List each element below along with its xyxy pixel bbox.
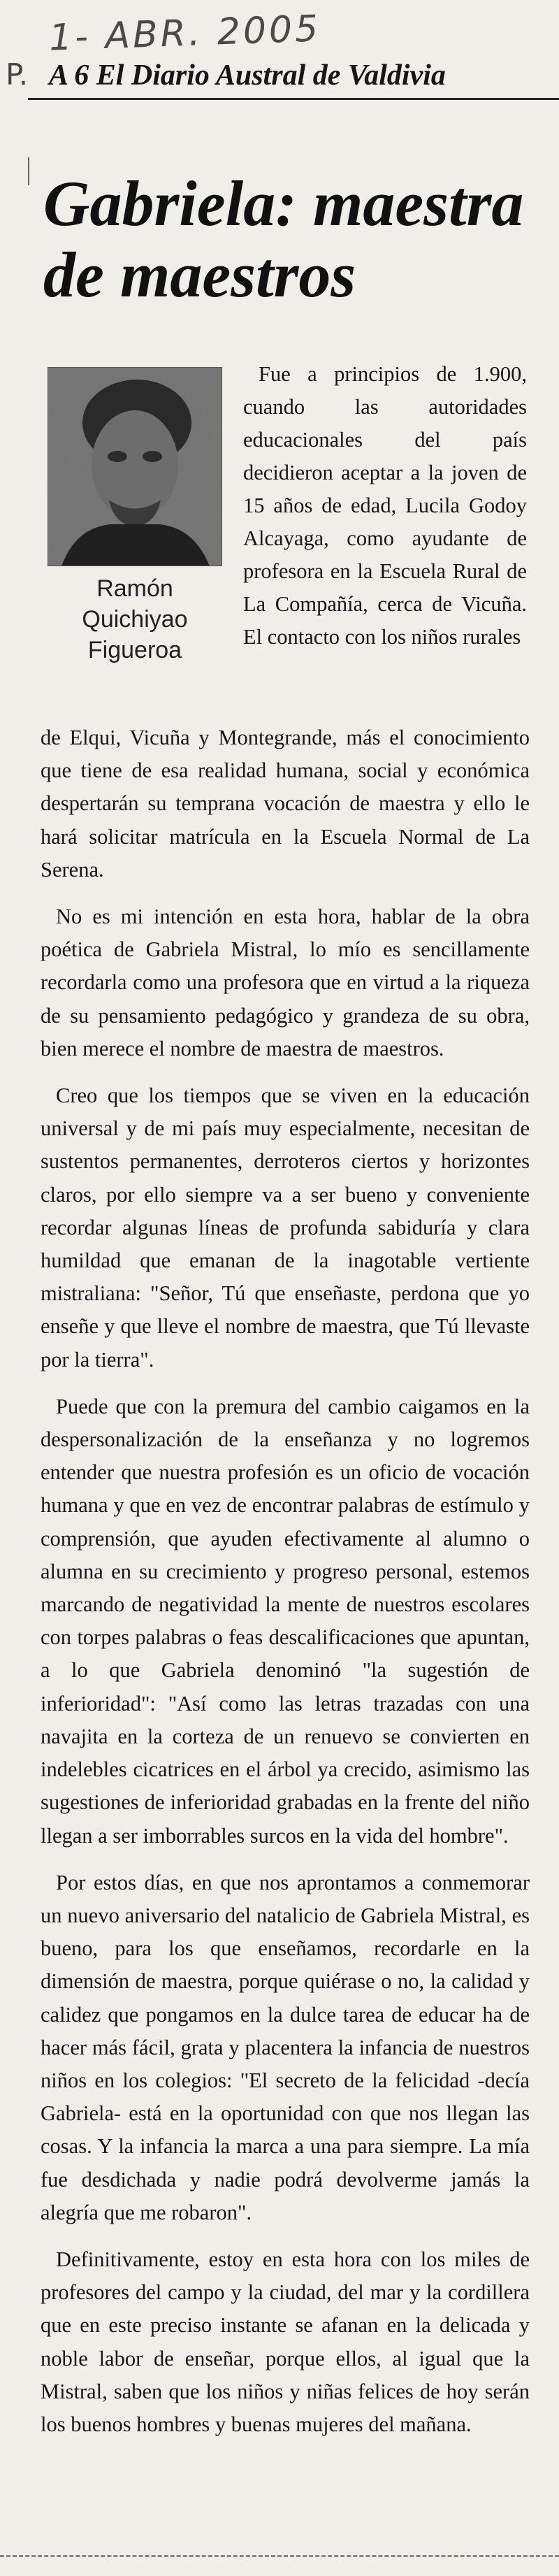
body-paragraph: Puede que con la premura del cambio caigamos en la despersonalización de la enseñanza y no logremos entender que nuestra profesión es un oficio de vocación humana y que en vez de encontrar palabras de estímulo y comprensión, que ayuden efectivamente al alumno o alumna en su crecimiento y progreso personal, estemos marcando de negatividad la mente de nuestros escolares con torpes palabras o feas descalificaciones que apuntan, a lo que Gabriela denominó "la sugestión de inferioridad": "Así como las letras trazadas con una navajita en la corteza de un renuevo se convierten en indelebles cicatrices en el árbol ya crecido, asimismo las sugestiones de inferioridad grabadas en la frente del niño llegan a ser imborrables surcos en la vida del hombre". xyxy=(41,1394,530,1848)
author-last-name-2: Figueroa xyxy=(87,637,182,663)
author-portrait xyxy=(48,367,222,566)
lead-continuation: de Elqui, Vicuña y Montegrande, más el conocimiento que tiene de esa realidad humana, social y económica despertarán su temprana vocación de maestra y ello le hará solicitar matrícula en la Escuela Normal de La Serena. xyxy=(41,726,530,882)
body-paragraph: Creo que los tiempos que se viven en la educación universal y de mi país muy especialmente, necesitan de sustentos permanentes, derroteros ciertos y horizontes claros, por ello siempre va a ser bueno y conveniente recordar algunas líneas de profunda sabiduría y clara humildad que emanan de la inagotable vertiente mistraliana: "Señor, Tú que enseñaste, perdona que yo enseñe y que lleve el nombre de maestra, que Tú llevaste por la tierra". xyxy=(41,1084,530,1372)
margin-mark xyxy=(28,157,29,185)
header-rule xyxy=(28,98,559,100)
author-caption xyxy=(48,573,222,665)
article-headline: Gabriela: maestra de maestros xyxy=(43,168,524,310)
bottom-cut-line xyxy=(0,2555,559,2557)
author-first-name: Ramón xyxy=(96,575,173,602)
lead-column xyxy=(243,358,527,654)
newspaper-header: A 6 El Diario Austral de Valdivia xyxy=(49,59,446,92)
body-paragraph: No es mi intención en esta hora, hablar de la obra poética de Gabriela Mistral, lo mío es sencillamente recordarla como una profesora que en virtud a la riqueza de su pensamiento pedagógico y grandeza de su obra, bien merece el nombre de maestra de maestros. xyxy=(41,905,530,1060)
handwritten-date: 1- ABR. 2005 xyxy=(48,8,322,59)
author-last-name-1: Quichiyao xyxy=(82,606,188,633)
portrait-image xyxy=(48,367,222,566)
body-paragraph: Definitivamente, estoy en esta hora con los miles de profesores del campo y la ciudad, del mar y la cordillera que en este preciso instante se afanan en la delicada y noble labor de enseñar, porque ellos, al igual que la Mistral, saben que los niños y niñas felices de hoy serán los buenos hombres y buenas mujeres del mañana. xyxy=(41,2247,530,2436)
article-body xyxy=(41,721,530,2455)
lead-paragraph: Fue a principios de 1.900, cuando las autoridades educacionales del país decidieron aceptar a la joven de 15 años de edad, Lucila Godoy Alcayaga, como ayudante de profesora en la Escuela Rural de La Compañía, cerca de Vicuña. El contacto con los niños rurales xyxy=(243,362,527,649)
body-paragraph: Por estos días, en que nos aprontamos a conmemorar un nuevo aniversario del natalicio de Gabriela Mistral, es bueno, para los que enseñamos, recordarle en la dimensión de maestra, porque quiérase o no, la calidad y calidez que pongamos en la dulce tarea de educar ha de hacer más fácil, grata y placentera la infancia de nuestros niños en los colegios: "El secreto de la felicidad -decía Gabriela- está en la oportunidad con que nos llegan las cosas. Y la infancia la marca a una para siempre. La mía fue desdichada y nadie podrá devolverme jamás la alegría que me robaron". xyxy=(41,1870,530,2224)
page-mark: P. xyxy=(6,57,29,92)
